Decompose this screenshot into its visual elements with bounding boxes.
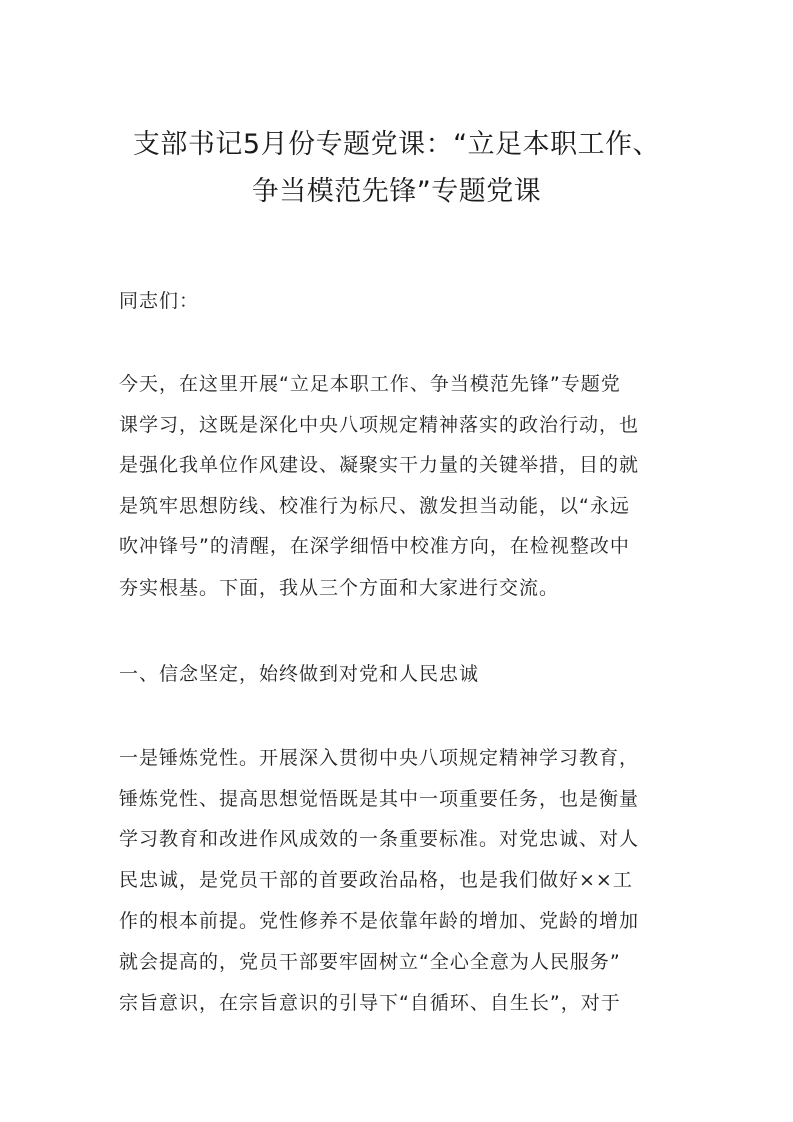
intro-line: 吹冲锋号”的清醒，在深学细悟中校准方向，在检视整改中: [119, 535, 630, 557]
document-title-line-1: 支部书记5月份专题党课：“立足本职工作、: [132, 129, 661, 160]
section-line: 一是锤炼党性。开展深入贯彻中央八项规定精神学习教育，: [119, 747, 640, 769]
document-title-line-2: 争当模范先锋”专题党课: [251, 176, 542, 207]
section-line: 作的根本前提。党性修养不是依靠年龄的增加、党龄的增加: [119, 910, 640, 932]
intro-line: 课学习，这既是深化中央八项规定精神落实的政治行动，也: [119, 414, 640, 436]
section-line: 宗旨意识，在宗旨意识的引导下“自循环、自生长”，对于: [119, 992, 621, 1014]
section-heading: 一、信念坚定，始终做到对党和人民忠诚: [119, 663, 480, 685]
section-line: 就会提高的，党员干部要牢固树立“全心全意为人民服务”: [119, 951, 621, 973]
intro-line: 是筑牢思想防线、校准行为标尺、激发担当动能，以“永远: [119, 495, 630, 517]
intro-line: 今天，在这里开展“立足本职工作、争当模范先锋”专题党: [119, 373, 621, 395]
intro-line: 夯实根基。下面，我从三个方面和大家进行交流。: [119, 577, 560, 599]
salutation: 同志们：: [119, 290, 200, 312]
section-line: 锤炼党性、提高思想觉悟既是其中一项重要任务，也是衡量: [119, 788, 640, 810]
section-line: 学习教育和改进作风成效的一条重要标准。对党忠诚、对人: [119, 828, 640, 850]
intro-line: 是强化我单位作风建设、凝聚实干力量的关键举措，目的就: [119, 454, 640, 476]
section-line: 民忠诚，是党员干部的首要政治品格，也是我们做好××工: [119, 869, 633, 891]
